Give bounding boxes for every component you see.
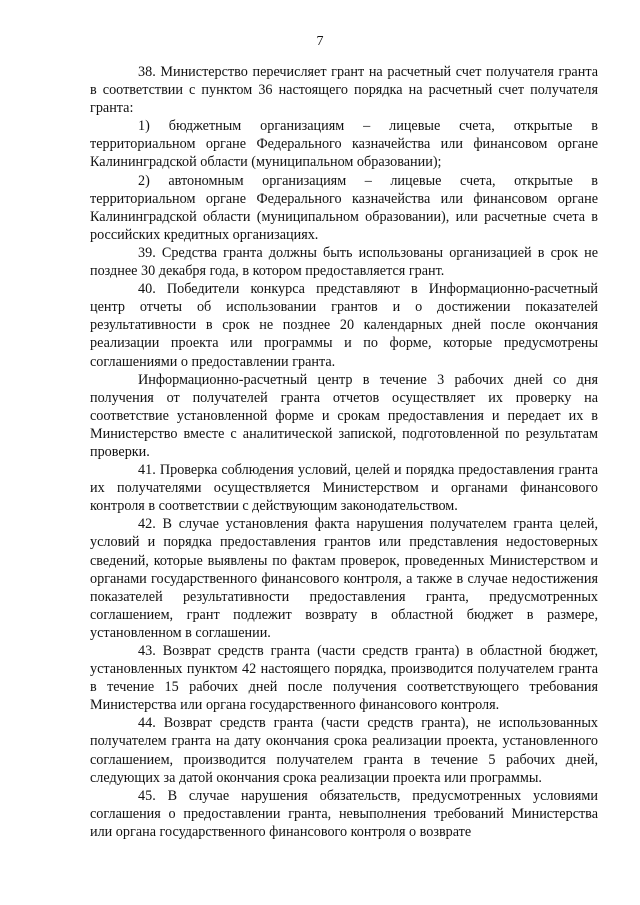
paragraph-41: 41. Проверка соблюдения условий, целей и порядка предоставления гранта их получателями осуществляется Министерством и органами финансового контроля в соответствии с действующим законодательством. — [90, 462, 598, 515]
document-body — [90, 63, 598, 841]
paragraph-42: 42. В случае установления факта нарушения получателем гранта целей, условий и порядка предоставления грантов или представления недостоверных сведений, которые выявлены по фактам проверок, проведенных Министерством и органами государственного финансового контроля, а также в случае недостижения показателей результативности предоставления гранта, предусмотренных соглашением, грант подлежит возврату в областной бюджет в размере, установленном в соглашении. — [90, 516, 598, 641]
paragraph-38-item-1: 1) бюджетным организациям – лицевые счета, открытые в территориальном органе Федерального казначейства или финансовом органе Калининградской области (муниципальном образовании); — [90, 118, 598, 171]
paragraph-43: 43. Возврат средств гранта (части средств гранта) в областной бюджет, установленных пунктом 42 настоящего порядка, производится получателем гранта в течение 15 рабочих дней после получения соответствующего требования Министерства или органа государственного финансового контроля. — [90, 643, 598, 714]
paragraph-40-continuation: Информационно-расчетный центр в течение 3 рабочих дней со дня получения от получателей гранта отчетов осуществляет их проверку на соответствие установленной форме и срокам предоставления и передает их в Министерство вместе с аналитической запиской, подготовленной по результатам проверки. — [90, 371, 598, 460]
paragraph-39: 39. Средства гранта должны быть использованы организацией в срок не позднее 30 декабря года, в котором предоставляется грант. — [90, 244, 598, 280]
paragraph-40: 40. Победители конкурса представляют в Информационно-расчетный центр отчеты об использовании грантов и о достижении показателей результативности в срок не позднее 20 календарных дней после окончания реализации проекта или программы и по форме, которые предусмотрены соглашениями о предоставлении гранта. — [90, 281, 598, 370]
paragraph-45: 45. В случае нарушения обязательств, предусмотренных условиями соглашения о предоставлении гранта, невыполнения требований Министерства или органа государственного финансового контроля о возврате — [90, 787, 598, 840]
page-number: 7 — [316, 34, 324, 49]
paragraph-44: 44. Возврат средств гранта (части средств гранта), не использованных получателем гранта на дату окончания срока реализации проекта, установленного соглашением, производится получателем гранта в течение 5 рабочих дней, следующих за датой окончания срока реализации проекта или программы. — [90, 715, 598, 786]
paragraph-38: 38. Министерство перечисляет грант на расчетный счет получателя гранта в соответствии с пунктом 36 настоящего порядка на расчетный счет получателя гранта: — [90, 64, 598, 117]
paragraph-38-item-2: 2) автономным организациям – лицевые счета, открытые в территориальном органе Федерального казначейства или финансовом органе Калининградской области (муниципальном образовании), или расчетные счета в российских кредитных организациях. — [90, 172, 598, 243]
